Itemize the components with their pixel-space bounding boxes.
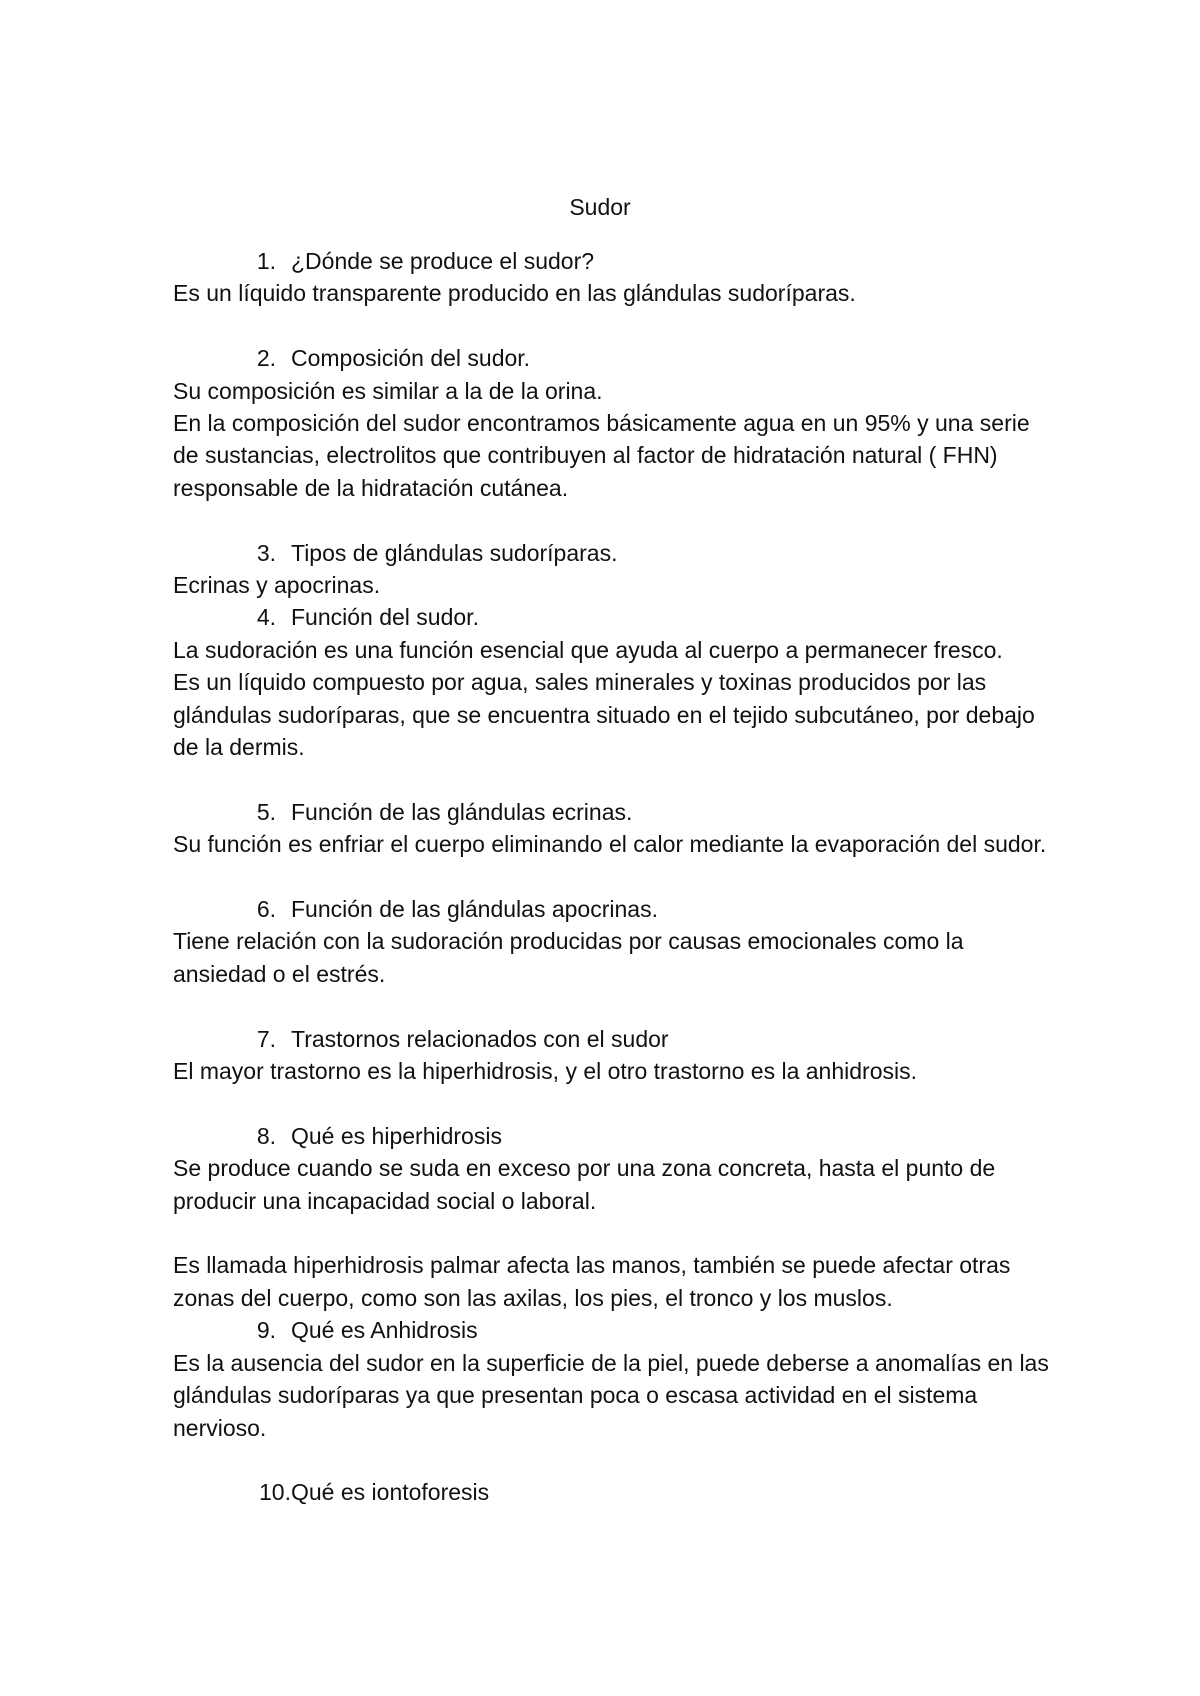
section-heading: [173, 245, 1053, 277]
section-3: [173, 537, 1053, 602]
section-heading: [173, 537, 1053, 569]
section-paragraph: La sudoración es una función esencial que ayuda al cuerpo a permanecer fresco.: [173, 636, 1003, 663]
section-number: 4.: [256, 604, 276, 631]
section-heading: [173, 1120, 1053, 1152]
section-heading-text: Qué es Anhidrosis: [291, 1317, 478, 1344]
section-paragraph: Ecrinas y apocrinas.: [173, 572, 381, 599]
section-heading: [173, 893, 1053, 925]
section-paragraph: Es llamada hiperhidrosis palmar afecta las manos, también se puede afectar otras zonas del cuerpo, como son las axilas, los pies, el tronco y los muslos.: [173, 1252, 1011, 1311]
section-number: 9.: [256, 1317, 276, 1344]
section-5: [173, 796, 1053, 861]
section-heading-text: ¿Dónde se produce el sudor?: [291, 248, 595, 274]
section-heading-text: Qué es hiperhidrosis: [291, 1122, 502, 1149]
document-body: [173, 245, 1053, 1509]
section-paragraph: Se produce cuando se suda en exceso por una zona concreta, hasta el punto de producir una incapacidad social o laboral.: [173, 1155, 996, 1214]
section-7: [173, 1023, 1053, 1088]
section-paragraph: Es un líquido compuesto por agua, sales minerales y toxinas producidos por las glándulas sudoríparas, que se encuentra situado en el tejido subcutáneo, por debajo de la dermis.: [173, 669, 1035, 761]
section-number: 8.: [256, 1122, 276, 1149]
section-heading-text: Función de las glándulas apocrinas.: [291, 896, 658, 923]
section-number: 1.: [256, 248, 276, 274]
section-heading-text: Función de las glándulas ecrinas.: [291, 798, 633, 825]
section-heading-text: Tipos de glándulas sudoríparas.: [291, 539, 618, 566]
section-heading: [173, 601, 1053, 633]
section-number: 7.: [256, 1025, 276, 1052]
section-number: 2.: [256, 345, 276, 372]
section-paragraph: Es la ausencia del sudor en la superficie de la piel, puede deberse a anomalías en las glándulas sudoríparas ya que presentan poca o escasa actividad en el sistema nervioso.: [173, 1349, 1049, 1441]
section-number: 6.: [256, 896, 276, 923]
section-heading-text: Qué es iontoforesis: [291, 1479, 490, 1506]
section-heading: [173, 1314, 1053, 1346]
section-paragraph: Tiene relación con la sudoración producidas por causas emocionales como la ansiedad o el estrés.: [173, 928, 964, 987]
section-1: [173, 245, 1053, 310]
section-4: [173, 601, 1053, 763]
section-10: [173, 1476, 1053, 1508]
section-heading: [173, 342, 1053, 374]
section-number: 3.: [256, 539, 276, 566]
document-title: Sudor: [569, 194, 631, 220]
section-number: 10.: [259, 1479, 291, 1506]
section-heading-text: Trastornos relacionados con el sudor: [291, 1025, 669, 1052]
section-number: 5.: [256, 798, 276, 825]
section-2: [173, 342, 1053, 504]
section-paragraph: Es un líquido transparente producido en las glándulas sudoríparas.: [173, 280, 856, 307]
section-paragraph: El mayor trastorno es la hiperhidrosis, y el otro trastorno es la anhidrosis.: [173, 1058, 917, 1085]
section-paragraph: Su composición es similar a la de la orina.: [173, 377, 603, 404]
section-paragraph: En la composición del sudor encontramos básicamente agua en un 95% y una serie de sustancias, electrolitos que contribuyen al factor de hidratación natural ( FHN) responsable de la hidratación cutánea.: [173, 410, 1030, 501]
section-heading: [173, 796, 1053, 828]
section-heading: [173, 1023, 1053, 1055]
section-heading: [173, 1476, 1053, 1508]
section-heading-text: Función del sudor.: [291, 604, 479, 631]
section-8: [173, 1120, 1053, 1314]
section-6: [173, 893, 1053, 990]
section-heading-text: Composición del sudor.: [291, 345, 531, 372]
section-paragraph: Su función es enfriar el cuerpo eliminando el calor mediante la evaporación del sudor.: [173, 831, 1047, 858]
section-9: [173, 1314, 1053, 1444]
